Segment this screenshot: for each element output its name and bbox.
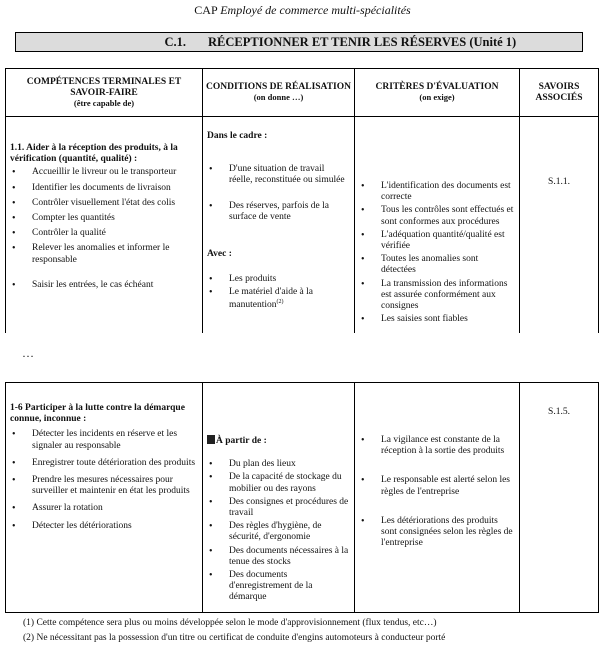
row2-skill-list — [10, 429, 198, 531]
list-item: • Les produits — [207, 274, 350, 285]
list-item: • Des documents nécessaires à la tenue des stocks — [207, 546, 350, 568]
row2-apartir-list — [207, 459, 350, 603]
row1-criteres — [355, 117, 520, 334]
header-prefix: CAP — [194, 3, 221, 17]
list-item: • Des réserves, parfois de la surface de vente — [207, 201, 350, 223]
col1-sub: (être capable de) — [73, 97, 135, 108]
row1-avec-title: Avec : — [207, 249, 232, 260]
row2-conditions — [203, 383, 355, 613]
col-header-savoirs — [520, 69, 599, 117]
col2-sub: (on donne …) — [253, 92, 304, 103]
section-title — [15, 32, 583, 52]
footnote-ref: (2) — [276, 298, 284, 305]
list-item: • L'adéquation quantité/qualité est vérifiée — [359, 230, 515, 252]
list-item: • Détecter les incidents en réserve et les signaler au responsable — [10, 429, 198, 451]
col1-title: COMPÉTENCES TERMINALES ET SAVOIR-FAIRE — [26, 76, 182, 98]
list-item: • Compter les quantités — [10, 213, 198, 224]
list-item: • La transmission des informations est assurée conformément aux consignes — [359, 279, 515, 313]
list-item: • Des documents d'enregistrement de la démarque — [207, 570, 350, 604]
col3-sub: (on exige) — [419, 92, 455, 103]
row1-avec-list — [207, 274, 350, 311]
list-item: • Identifier les documents de livraison — [10, 183, 198, 194]
list-item: • Assurer la rotation — [10, 503, 198, 514]
apartir-label: À partir de : — [216, 436, 267, 446]
row2-savoir: S.1.5. — [520, 383, 599, 613]
list-item: • Le responsable est alerté selon les règles de l'entreprise — [359, 475, 515, 497]
list-item: • Toutes les anomalies sont détectées — [359, 254, 515, 276]
col3-title: CRITÈRES D'ÉVALUATION — [375, 82, 499, 93]
list-item: • Accueillir le livreur ou le transporteur — [10, 167, 198, 178]
footnote-2: (2) Ne nécessitant pas la possession d'un titre ou certificat de conduite d'engins automoteurs à conducteur porté — [23, 632, 446, 643]
list-item: • Du plan des lieux — [207, 459, 350, 470]
col4-title: SAVOIRS ASSOCIÉS — [535, 81, 583, 103]
section-code: C.1. — [164, 34, 186, 49]
competence-table-1 — [5, 68, 599, 333]
row1-cadre-list — [207, 164, 350, 223]
list-item: • Relever les anomalies et informer le responsable — [10, 243, 198, 265]
avec-item-text: Le matériel d'aide à la manutention — [229, 287, 313, 310]
list-item: • Contrôler la qualité — [10, 228, 198, 239]
list-item: • De la capacité de stockage du mobilier ou des rayons — [207, 472, 350, 494]
row1-competence-title: 1.1. Aider à la réception des produits, à la vérification (quantité, qualité) : — [10, 143, 178, 165]
competence-table-2 — [5, 382, 599, 613]
row1-criteria-list — [359, 181, 515, 325]
row2-apartir-title — [207, 435, 350, 447]
list-item: • La vigilance est constante de la réception à la sortie des produits — [359, 435, 515, 457]
footnotes — [23, 616, 445, 645]
list-item: • D'une situation de travail réelle, reconstituée ou simulée — [207, 164, 350, 186]
row2-criteres — [355, 383, 520, 613]
row1-skill-list — [10, 167, 198, 291]
row1-cadre-title: Dans le cadre : — [207, 131, 268, 141]
row1-conditions — [203, 117, 355, 334]
list-item: • Tous les contrôles sont effectués et sont conformes aux procédures — [359, 205, 515, 227]
list-item: • Les saisies sont fiables — [359, 314, 515, 325]
footnote-1: (1) Cette compétence sera plus ou moins développée selon le mode d'approvisionnement (flux tendus, etc…) — [23, 618, 437, 628]
list-item: • Les détériorations des produits sont consignées selon les règles de l'entreprise — [359, 516, 515, 550]
list-item: • Prendre les mesures nécessaires pour surveiller et maintenir en état les produits — [10, 475, 198, 497]
col-header-competences — [6, 69, 203, 117]
row2-competence-title: 1-6 Participer à la lutte contre la démarque connue, inconnue : — [10, 403, 185, 425]
list-item: • Des consignes et procédures de travail — [207, 497, 350, 519]
row1-competences — [6, 117, 203, 334]
row2-competences — [6, 383, 203, 613]
list-item: • Enregistrer toute détérioration des produits — [10, 458, 198, 469]
list-item — [207, 287, 350, 311]
row1-savoir: S.1.1. — [520, 117, 599, 334]
ellipsis: … — [22, 346, 35, 360]
row2-criteria-list — [359, 435, 515, 549]
list-item: • Contrôler visuellement l'état des colis — [10, 198, 198, 209]
section-label: RÉCEPTIONNER ET TENIR LES RÉSERVES (Unité 1) — [208, 34, 517, 49]
list-item: • Saisir les entrées, le cas échéant — [10, 280, 198, 291]
col-header-criteres — [355, 69, 520, 117]
list-item: • Des règles d'hygiène, de sécurité, d'ergonomie — [207, 521, 350, 543]
list-item: • L'identification des documents est correcte — [359, 181, 515, 203]
document-icon — [207, 435, 215, 444]
col2-title: CONDITIONS DE RÉALISATION — [206, 82, 351, 93]
document-header — [0, 3, 605, 18]
col-header-conditions — [203, 69, 355, 117]
list-item: • Détecter les détériorations — [10, 521, 198, 532]
header-italic: Employé de commerce multi-spécialités — [220, 3, 411, 17]
